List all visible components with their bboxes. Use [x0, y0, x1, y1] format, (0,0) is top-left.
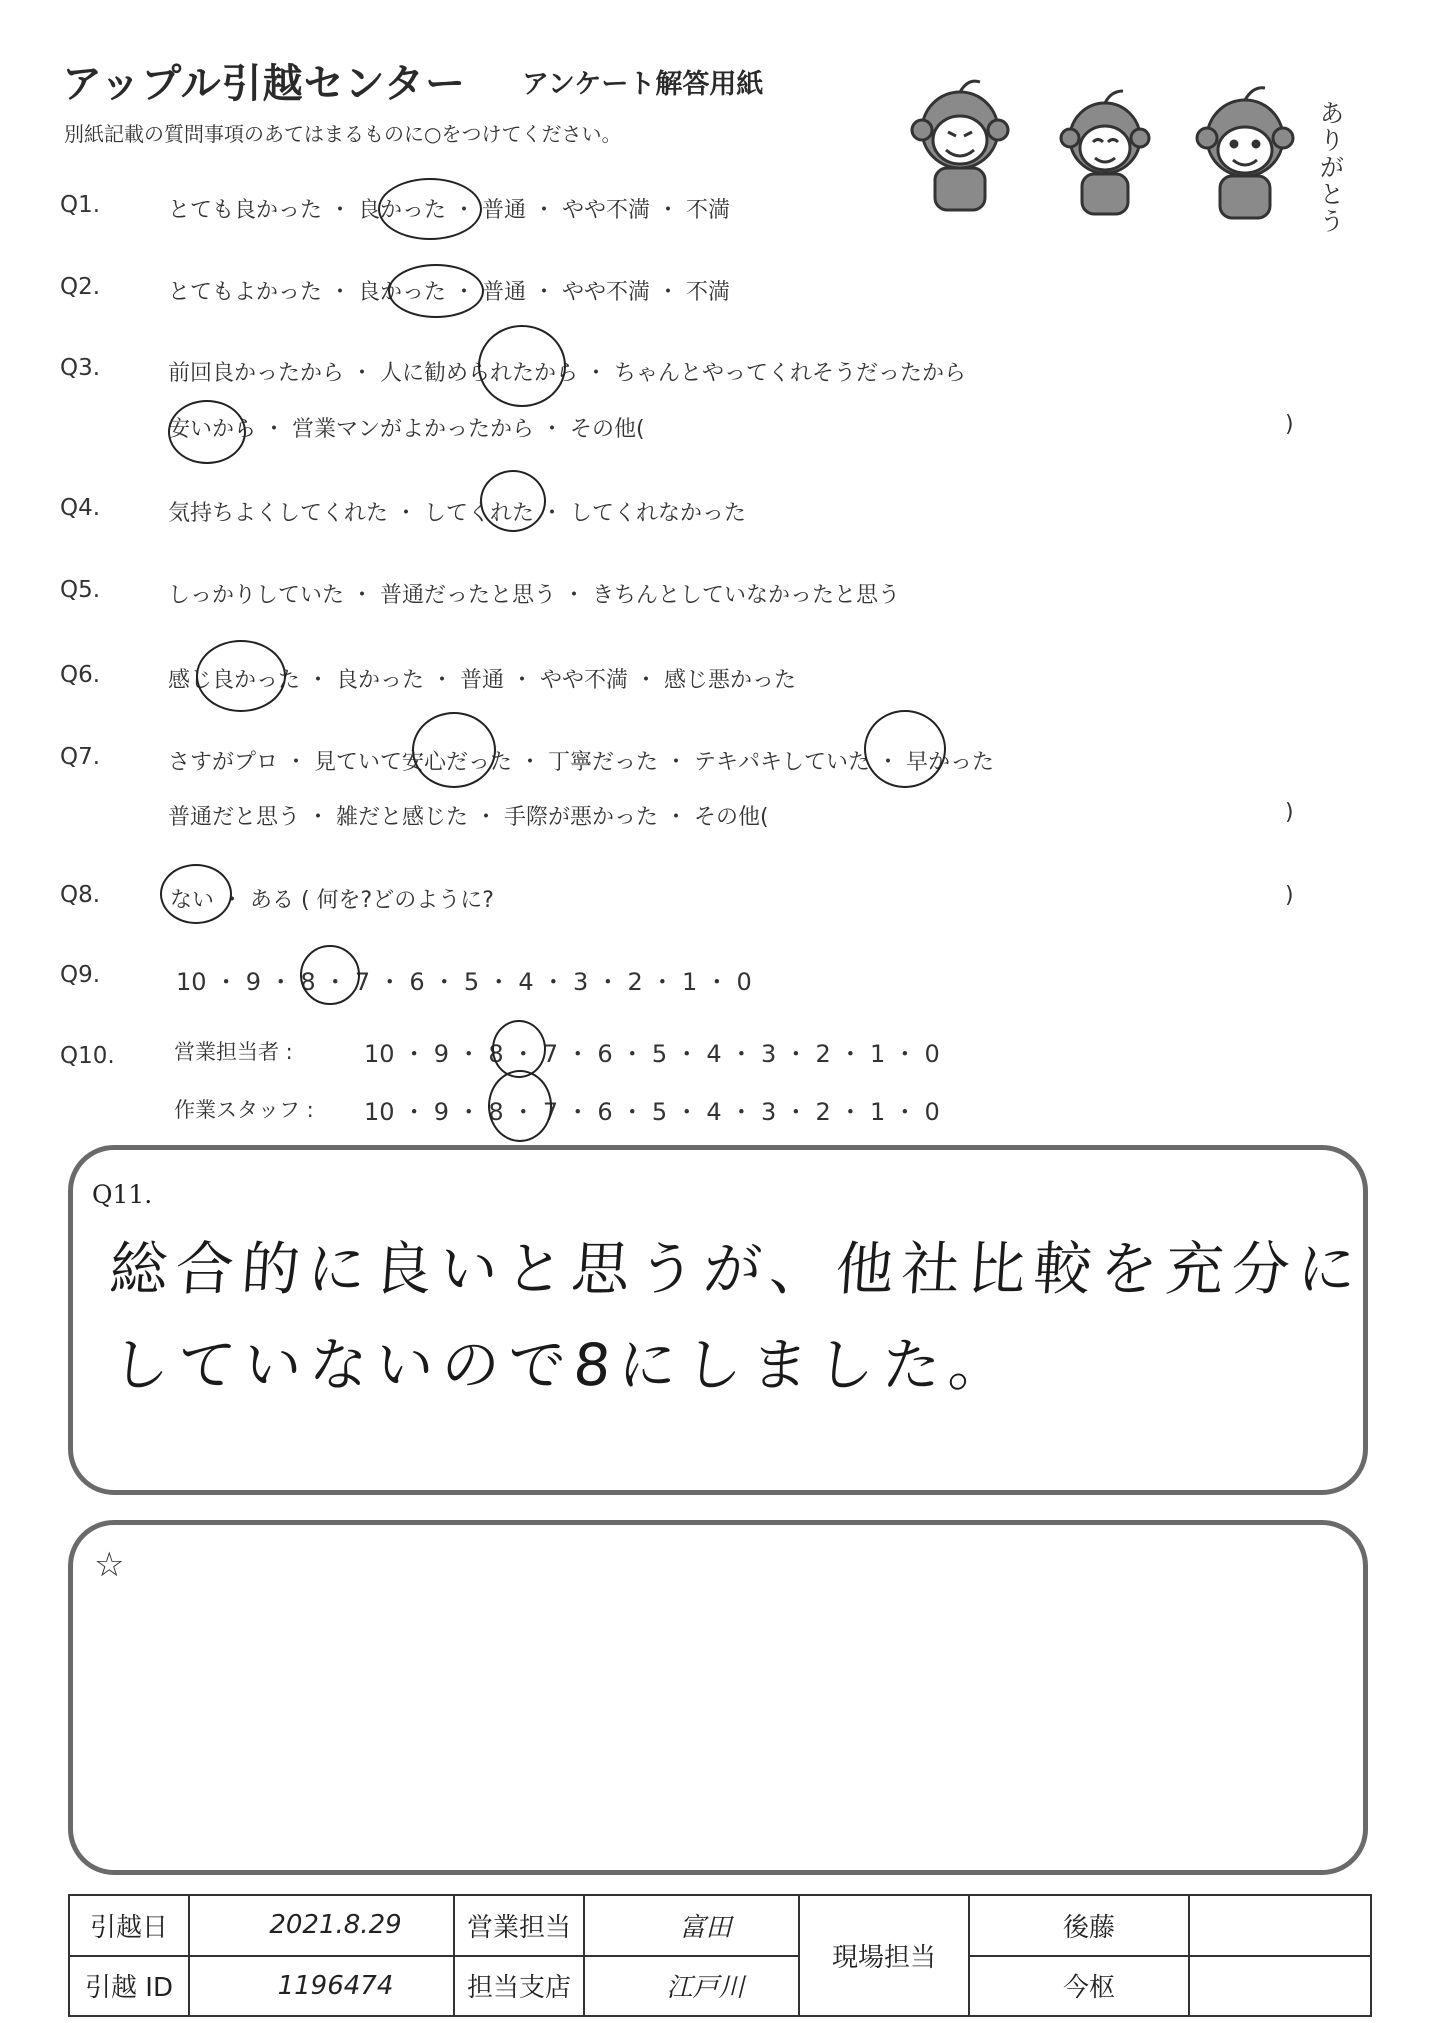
- q8-label: Q8.: [60, 882, 101, 908]
- q4-label: Q4.: [60, 495, 101, 521]
- q11-handwritten-line1: 総合的に良いと思うが、他社比較を充分に: [107, 1235, 1367, 1303]
- q10-staff-scale: 10 ・ 9 ・ 8 ・ 7 ・ 6 ・ 5 ・ 4 ・ 3 ・ 2 ・ 1 ・ 0: [364, 1098, 940, 1126]
- q8-answer-circle: [160, 864, 232, 924]
- q10-label: Q10.: [60, 1043, 115, 1069]
- brand-name: アップル引越センター: [62, 61, 466, 107]
- move-date-value: 2021.8.29: [189, 1895, 454, 1956]
- q6-label: Q6.: [60, 662, 101, 688]
- q9-answer-circle: [300, 945, 360, 1005]
- q11-label: Q11.: [92, 1180, 153, 1209]
- branch-label: 担当支店: [454, 1956, 584, 2017]
- q6-answer-circle: [196, 640, 286, 712]
- q2-options: とてもよかった ・ 良かった ・ 普通 ・ やや不満 ・ 不満: [168, 280, 730, 305]
- monkey-mascots-icon: [900, 60, 1320, 230]
- q3-close-paren: ): [1285, 412, 1294, 437]
- site-rep-1: 後藤: [969, 1895, 1189, 1956]
- sales-rep-value: 富田: [584, 1895, 799, 1956]
- instructions: 別紙記載の質問事項のあてはまるものに○をつけてください。: [64, 122, 622, 146]
- q1-answer-circle: [378, 178, 482, 240]
- sales-rep-label: 営業担当: [454, 1895, 584, 1956]
- q2-answer-circle: [388, 264, 484, 318]
- empty-cell-2: [1189, 1956, 1371, 2017]
- q1-label: Q1.: [60, 192, 101, 218]
- q3-options-line2: 安いから ・ 営業マンがよかったから ・ その他(: [168, 417, 645, 442]
- form-title: アンケート解答用紙: [522, 69, 764, 100]
- q7-close-paren: ): [1285, 800, 1294, 825]
- footer-table: [68, 1894, 1372, 2017]
- q5-label: Q5.: [60, 577, 101, 603]
- move-date-label: 引越日: [69, 1895, 189, 1956]
- q9-scale: 10 ・ 9 ・ 8 ・ 7 ・ 6 ・ 5 ・ 4 ・ 3 ・ 2 ・ 1 ・ 0: [176, 968, 752, 996]
- q7-options-line1: さすがプロ ・ 見ていて安心だった ・ 丁寧だった ・ テキパキしていた ・ 早かった: [168, 750, 994, 775]
- q6-options: 感じ良かった ・ 良かった ・ 普通 ・ やや不満 ・ 感じ悪かった: [168, 668, 796, 693]
- q10-staff-answer-circle: [488, 1070, 552, 1142]
- q10-sales-scale: 10 ・ 9 ・ 8 ・ 7 ・ 6 ・ 5 ・ 4 ・ 3 ・ 2 ・ 1 ・ 0: [364, 1040, 940, 1068]
- q11-handwritten-line2: していないので8にしました。: [109, 1331, 1017, 1399]
- q8-options: ない ・ ある ( 何を?どのように?: [170, 888, 494, 913]
- star-mark: ☆: [94, 1545, 125, 1585]
- move-id-label: 引越 ID: [69, 1956, 189, 2017]
- branch-value: 江戸川: [584, 1956, 799, 2017]
- q4-options: 気持ちよくしてくれた ・ してくれた ・ してくれなかった: [168, 501, 746, 526]
- q7-label: Q7.: [60, 744, 101, 770]
- q3-answer-circle-1: [478, 325, 566, 407]
- empty-cell-1: [1189, 1895, 1371, 1956]
- mascot-illustration: [900, 60, 1330, 230]
- q7-answer-circle-1: [412, 712, 496, 788]
- q10-sales-label: 営業担当者 :: [174, 1040, 293, 1064]
- q4-answer-circle: [480, 470, 546, 532]
- move-id-value: 1196474: [189, 1956, 454, 2017]
- q10-staff-label: 作業スタッフ :: [174, 1098, 314, 1122]
- q5-options: しっかりしていた ・ 普通だったと思う ・ きちんとしていなかったと思う: [168, 583, 900, 608]
- site-rep-label: 現場担当: [799, 1895, 969, 2016]
- notes-box: [68, 1520, 1368, 1875]
- q3-label: Q3.: [60, 355, 101, 381]
- q3-answer-circle-2: [168, 400, 246, 464]
- site-rep-2: 今枢: [969, 1956, 1189, 2017]
- q7-options-line2: 普通だと思う ・ 雑だと感じた ・ 手際が悪かった ・ その他(: [168, 805, 769, 830]
- q7-answer-circle-2: [864, 710, 946, 788]
- mascot-thanks-text: ありがとう: [1316, 100, 1345, 235]
- q8-close-paren: ): [1285, 883, 1294, 908]
- q3-options-line1: 前回良かったから ・ 人に勧められたから ・ ちゃんとやってくれそうだったから: [168, 361, 966, 386]
- q2-label: Q2.: [60, 274, 101, 300]
- q9-label: Q9.: [60, 962, 101, 988]
- q1-options: とても良かった ・ 良かった ・ 普通 ・ やや不満 ・ 不満: [168, 198, 730, 223]
